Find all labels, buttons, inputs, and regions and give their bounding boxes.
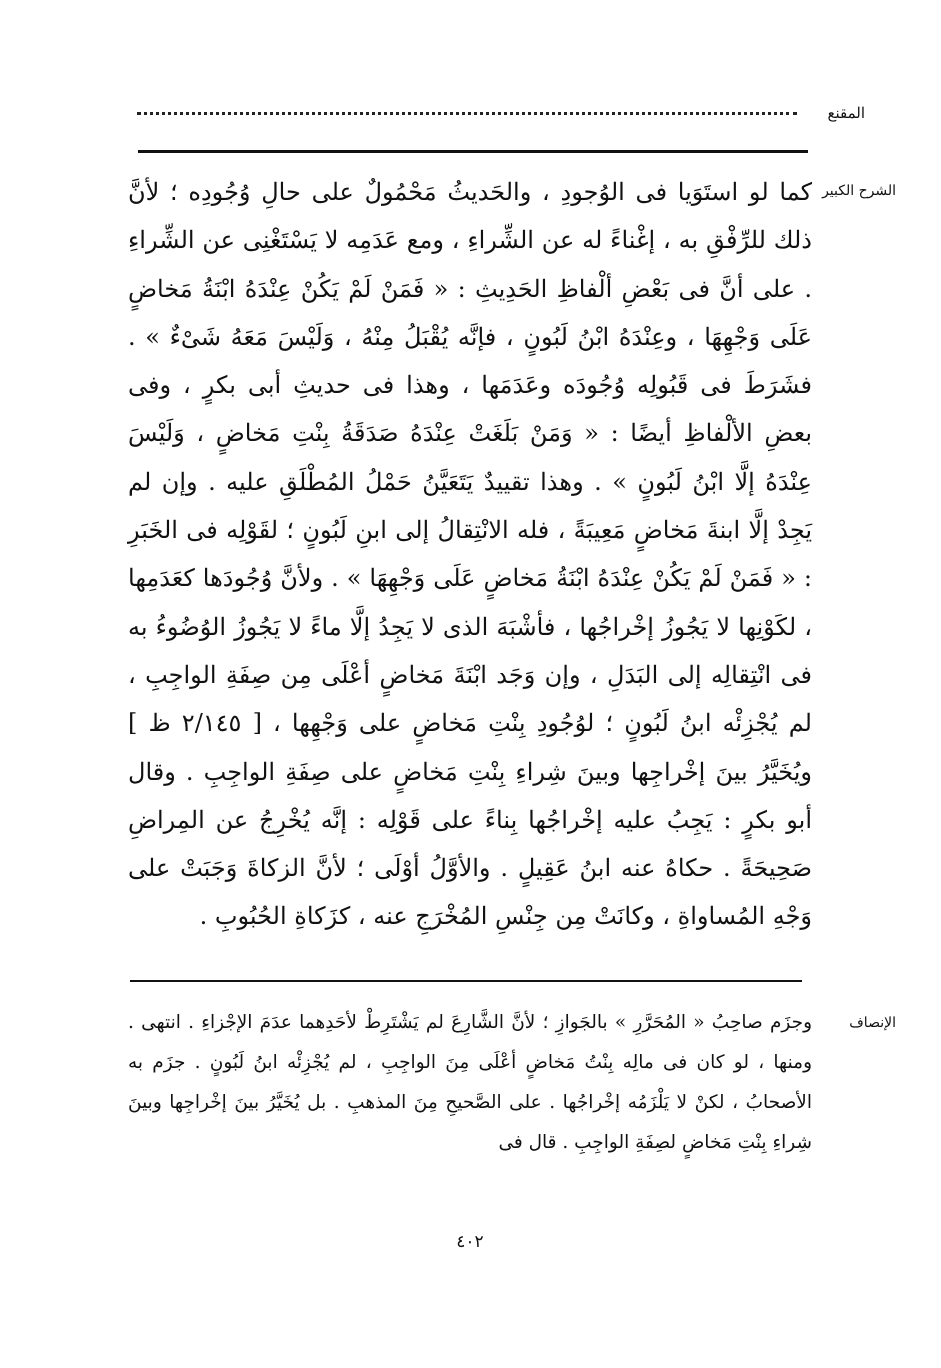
section-divider: [130, 980, 802, 982]
running-header: [130, 100, 865, 130]
insaf-section-label: الإنصاف: [849, 1015, 896, 1031]
sharh-paragraph: كما لو استَوَيا فى الوُجودِ ، والحَديثُ مَحْمُولٌ على حالِ وُجُودِه ؛ لأنَّ ذلك للرِّفْقِ به ، إغْناءً له عن الشِّراءِ ، ومع عَدَمِه لا يَسْتَغْنِى عن الشِّراءِ . على أنَّ فى بَعْضِ ألْفاظِ الحَدِيثِ : « فَمَنْ لَمْ يَكُنْ عِنْدَهُ ابْنَةُ مَخاضٍ عَلَى وَجْهِهَا ، وعِنْدَهُ ابْنُ لَبُونٍ ، فإنَّه يُقْبَلُ مِنْهُ ، وَلَيْسَ مَعَهُ شَىْءٌ » . فشَرَطَ فى قَبُولِه وُجُودَه وعَدَمَها ، وهذا فى حديثِ أبى بكرٍ ، وفى بعضِ الألْفاظِ أيضًا : « وَمَنْ بَلَغَتْ عِنْدَهُ صَدَقَةُ بِنْتِ مَخاضٍ ، وَلَيْسَ عِنْدَهُ إلَّا ابْنُ لَبُونٍ » . وهذا تقييدٌ يَتَعَيَّنُ حَمْلُ المُطْلَقِ عليه . وإن لم يَجِدْ إلَّا ابنةَ مَخاضٍ مَعِيبَةً ، فله الانْتِقالُ إلى ابنِ لَبُونٍ ؛ لقَوْلِه فى الخَبَرِ : « فَمَنْ لَمْ يَكُنْ عِنْدَهُ ابْنَةُ مَخاضٍ عَلَى وَجْهِهَا » . ولأنَّ وُجُودَها كعَدَمِها ، لكَوْنِها لا يَجُوزُ إخْراجُها ، فأشْبَهَ الذى لا يَجِدُ إلَّا ماءً لا يَجُوزُ الوُضُوءُ به فى انْتِقالِه إلى البَدَلِ ، وإن وَجَد ابْنَةَ مَخاضٍ أعْلَى مِن صِفَةِ الواجِبِ ، لم يُجْزِئْه ابنُ لَبُونٍ ؛ لوُجُودِ بِنْتِ مَخاضٍ على وَجْهِها ، [ ٢/١٤٥ ظ ] ويُخَيَّرُ بينَ إخْراجِها وبينَ شِراءِ بِنْتِ مَخاضٍ على صِفَةِ الواجِبِ . وقال أبو بكرٍ : يَجِبُ عليه إخْراجُها بِناءً على قَوْلِه : إنَّه يُخْرِجُ عن المِراضِ صَحِيحَةً . حكاهُ عنه ابنُ عَقِيلٍ . والأوَّلُ أوْلَى ؛ لأنَّ الزكاةَ وَجَبَتْ على وَجْهِ المُساواةِ ، وكانَتْ مِن جِنْسِ المُخْرَجِ عنه ، كزَكاةِ الحُبُوبِ .: [128, 178, 813, 931]
insaf-text-block: [128, 1003, 812, 1163]
header-dotted-leader: [137, 112, 797, 115]
header-rule: [138, 150, 808, 153]
book-title: المقنع: [827, 104, 865, 122]
insaf-paragraph: وجزَم صاحِبُ « المُحَرَّرِ » بالجَوازِ ؛ لأنَّ الشَّارِعَ لم يَشْتَرِطْ لأحَدِهما عدَمَ الإجْزاءِ . انتهى . ومنها ، لو كان فى مالِه بِنْتُ مَخاضٍ أعْلَى مِنَ الواجِبِ ، لم يُجْزِئْه ابنُ لَبُونٍ . جزَم به الأصحابُ ، لكنْ لا يَلْزَمُه إخْراجُها . على الصَّحيحِ مِنَ المذهبِ . بل يُخَيَّرُ بينَ إخْراجِها وبينَ شِراءِ بِنْتِ مَخاضٍ لصِفَةِ الواجِبِ . قال فى: [128, 1012, 812, 1153]
sharh-text-block: [128, 168, 812, 941]
sharh-section-label: الشرح الكبير: [822, 183, 896, 199]
page-number: ٤٠٢: [456, 1232, 484, 1252]
